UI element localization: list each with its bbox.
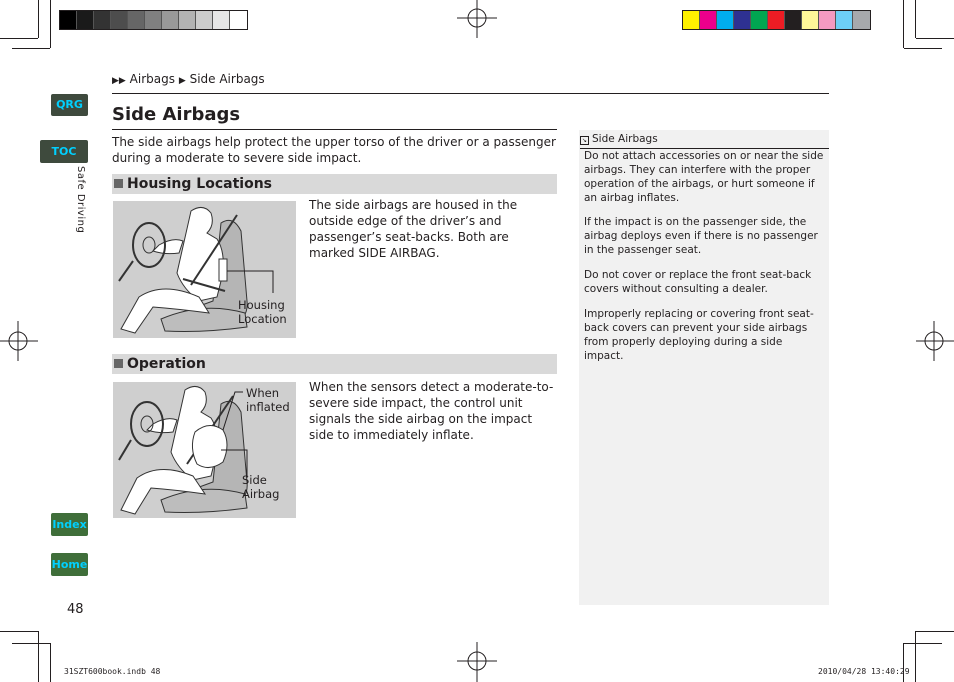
gray-swatch	[196, 11, 213, 29]
home-tab[interactable]: Home	[51, 553, 88, 576]
title-rule	[112, 129, 557, 130]
gray-swatch	[179, 11, 196, 29]
gray-swatch	[162, 11, 179, 29]
color-swatch	[819, 11, 836, 29]
operation-body: When the sensors detect a moderate-to-severe side impact, the control unit signals the side airbag on the impact side to immediately inflate.	[309, 380, 554, 442]
when-inflated-line2: inflated	[246, 400, 290, 414]
note-paragraph: If the impact is on the passenger side, the airbag deploys even if there is no passenger in the passenger seat.	[584, 216, 818, 256]
color-calibration-strip	[682, 10, 871, 30]
operation-heading-text: Operation	[127, 356, 206, 372]
page-number: 48	[67, 602, 84, 617]
color-swatch	[802, 11, 819, 29]
color-swatch	[785, 11, 802, 29]
color-swatch	[683, 11, 700, 29]
gray-swatch	[111, 11, 128, 29]
operation-illustration	[113, 382, 296, 518]
toc-tab[interactable]: TOC	[40, 140, 88, 163]
footer-file-info: 31SZT600book.indb 48	[64, 667, 161, 676]
side-airbag-line2: Airbag	[242, 487, 280, 501]
page-title: Side Airbags	[112, 104, 241, 125]
note-reference-icon: ↘	[581, 137, 588, 144]
when-inflated-line1: When	[246, 386, 280, 400]
breadcrumb-link-airbags[interactable]: Airbags	[129, 72, 175, 86]
color-swatch	[751, 11, 768, 29]
color-swatch	[853, 11, 870, 29]
breadcrumb-current: Side Airbags	[189, 72, 265, 86]
header-rule	[112, 93, 829, 94]
color-swatch	[700, 11, 717, 29]
note-heading	[580, 133, 658, 145]
heading-square-icon	[114, 179, 123, 188]
registration-mark-bottom	[457, 642, 497, 682]
housing-location-illustration	[113, 201, 296, 338]
index-tab[interactable]: Index	[51, 513, 88, 536]
note-heading-text: Side Airbags	[592, 133, 658, 145]
when-inflated-label	[246, 386, 290, 414]
gray-swatch	[145, 11, 162, 29]
section-label: Safe Driving	[75, 166, 86, 234]
gray-swatch	[60, 11, 77, 29]
registration-mark-top	[457, 0, 497, 40]
color-swatch	[717, 11, 734, 29]
heading-square-icon	[114, 359, 123, 368]
note-paragraph: Do not cover or replace the front seat-back covers without consulting a dealer.	[584, 269, 812, 295]
intro-paragraph: The side airbags help protect the upper torso of the driver or a passenger during a moderate to severe side impact.	[112, 135, 556, 165]
side-airbag-label	[242, 473, 279, 501]
housing-heading-text: Housing Locations	[127, 176, 272, 192]
housing-location-label	[238, 298, 287, 326]
housing-label-line2: Location	[238, 312, 287, 326]
registration-mark-right	[914, 321, 954, 361]
breadcrumb-arrows: ▶▶	[112, 76, 126, 86]
note-paragraph: Do not attach accessories on or near the side airbags. They can interfere with the proper operation of the airbags, or hurt someone if an airbag inflates.	[584, 150, 824, 204]
housing-locations-heading	[112, 174, 557, 194]
gray-swatch	[77, 11, 94, 29]
gray-swatch	[94, 11, 111, 29]
color-swatch	[734, 11, 751, 29]
breadcrumb	[112, 72, 265, 86]
color-swatch	[768, 11, 785, 29]
gray-swatch	[128, 11, 145, 29]
breadcrumb-separator: ▶	[178, 76, 186, 86]
qrg-tab[interactable]: QRG	[51, 94, 88, 116]
housing-label-line1: Housing	[238, 298, 285, 312]
note-paragraph: Improperly replacing or covering front seat-back covers can prevent your side airbags from properly deploying during a side impact.	[584, 308, 814, 362]
gray-swatch	[230, 11, 247, 29]
housing-locations-body: The side airbags are housed in the outside edge of the driver’s and passenger’s seat-backs. Both are marked SIDE AIRBAG.	[309, 198, 518, 260]
side-airbag-line1: Side	[242, 473, 267, 487]
registration-mark-left	[0, 321, 40, 361]
gray-calibration-strip	[59, 10, 248, 30]
gray-swatch	[213, 11, 230, 29]
footer-timestamp: 2010/04/28 13:40:29	[818, 667, 910, 676]
color-swatch	[836, 11, 853, 29]
operation-heading	[112, 354, 557, 374]
